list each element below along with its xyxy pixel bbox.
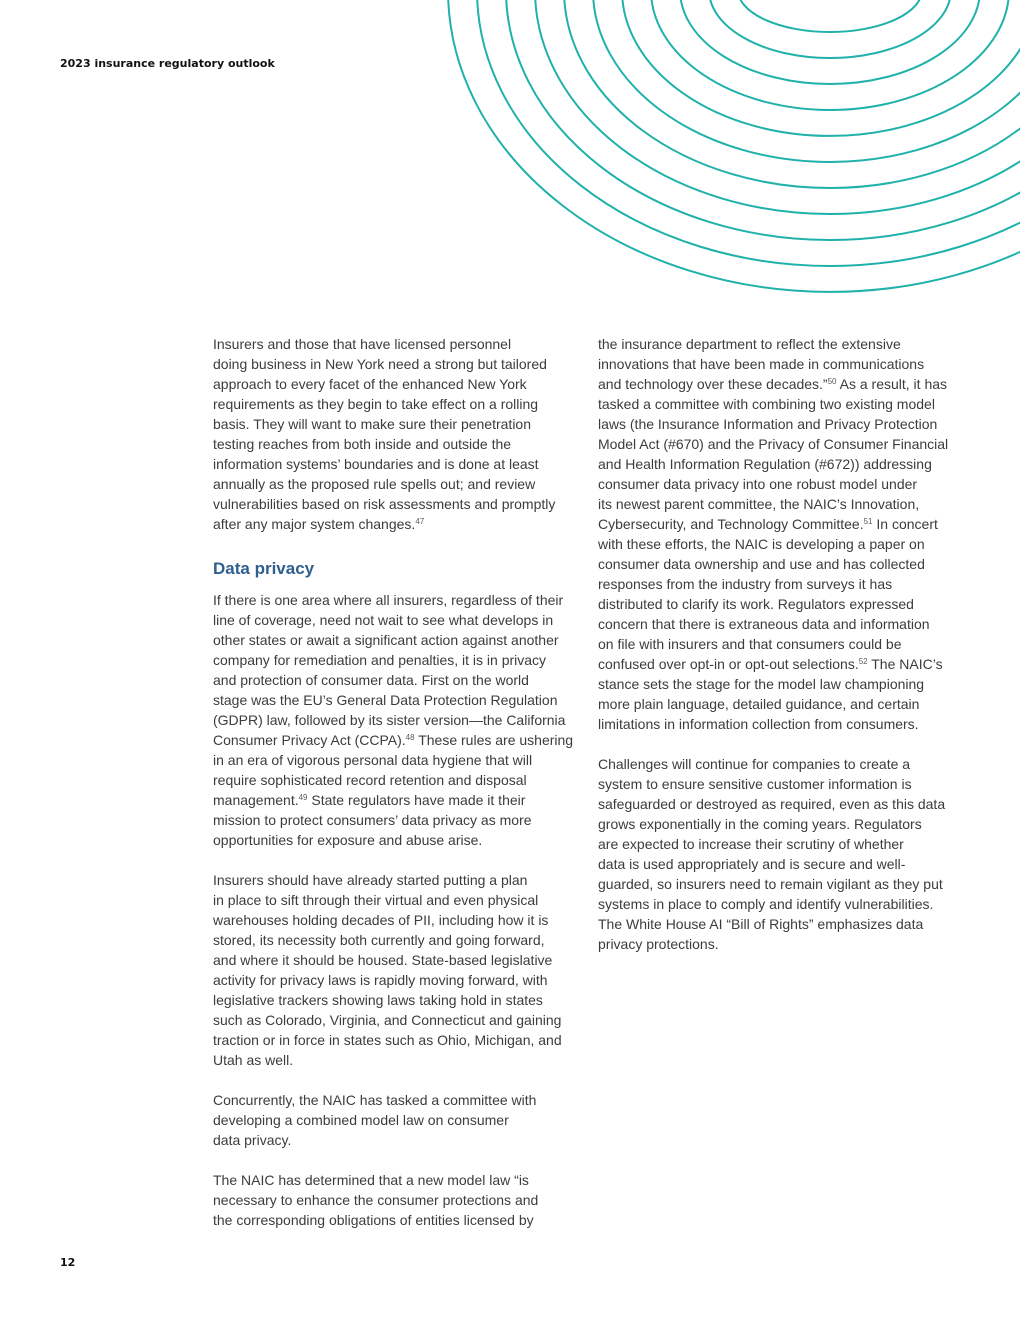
decorative-arc [506,0,1020,240]
text-line [598,514,958,534]
text-line: data is used appropriately and is secure and well- [598,856,906,872]
text-line: in place to sift through their virtual and even physical [213,892,539,908]
text-line: stored, its necessity both currently and going forward, [213,932,545,948]
text-line: testing reaches from both inside and outside the [213,436,512,452]
paragraph-model-law-continued [598,334,958,734]
text-line: and where it should be housed. State-based legislative [213,952,553,968]
text-line: innovations that have been made in communications [598,356,925,372]
text-fragment: In concert [872,516,938,532]
text-line: (GDPR) law, followed by its sister version—the California [213,712,566,728]
paragraph-challenges [598,754,958,954]
text-line: requirements as they begin to take effect on a rolling [213,396,539,412]
text-line [598,654,958,674]
text-line: data privacy. [213,1132,292,1148]
text-line: vulnerabilities based on risk assessments and promptly [213,496,556,512]
text-line: If there is one area where all insurers, regardless of their [213,592,564,608]
text-line: concern that there is extraneous data and information [598,616,930,632]
text-line: laws (the Insurance Information and Privacy Protection [598,416,938,432]
text-line: warehouses holding decades of PII, including how it is [213,912,549,928]
footnote-47: 47 [415,517,425,526]
text-fragment: confused over opt-in or opt-out selections. [598,656,859,672]
text-line: Challenges will continue for companies to create a [598,756,911,772]
right-text-column [598,334,958,974]
text-line: grows exponentially in the coming years. Regulators [598,816,922,832]
text-line: The NAIC has determined that a new model law “is [213,1172,529,1188]
decorative-arc [651,0,1009,110]
text-fragment: As a result, it has [836,376,948,392]
text-line: guarded, so insurers need to remain vigilant as they put [598,876,943,892]
decorative-arc [622,0,1020,136]
paragraph-new-york-requirements [213,334,575,534]
paragraph-naic-committee [213,1090,575,1150]
footnote-50: 50 [827,377,837,386]
text-line: the insurance department to reflect the extensive [598,336,901,352]
text-line: distributed to clarify its work. Regulators expressed [598,596,914,612]
text-fragment: State regulators have made it their [307,792,526,808]
decorative-arc [448,0,1020,292]
text-fragment: Cybersecurity, and Technology Committee. [598,516,864,532]
text-line: limitations in information collection from consumers. [598,716,919,732]
text-fragment: after any major system changes. [213,516,416,532]
text-line: mission to protect consumers’ data privacy as more [213,812,532,828]
paragraph-privacy-intro [213,590,575,850]
left-text-column [213,334,575,1250]
paragraph-pii-plan [213,870,575,1070]
decorative-arcs-graphic [0,0,1020,310]
text-line: developing a combined model law on consumer [213,1112,509,1128]
text-line: Utah as well. [213,1052,294,1068]
text-fragment: The NAIC’s [867,656,943,672]
text-line: consumer data privacy into one robust model under [598,476,918,492]
text-line [213,730,575,750]
text-line: privacy protections. [598,936,719,952]
text-line: with these efforts, the NAIC is developing a paper on [598,536,925,552]
text-line: system to ensure sensitive customer information is [598,776,912,792]
page-number: 12 [60,1256,76,1269]
text-line: are expected to increase their scrutiny of whether [598,836,904,852]
text-line [213,514,575,534]
text-line: opportunities for exposure and abuse arise. [213,832,483,848]
text-line: Model Act (#670) and the Privacy of Consumer Financial [598,436,949,452]
text-line: information systems’ boundaries and is done at least [213,456,539,472]
document-header-title: 2023 insurance regulatory outlook [60,57,275,70]
text-line: legislative trackers showing laws taking hold in states [213,992,543,1008]
text-line: such as Colorado, Virginia, and Connecticut and gaining [213,1012,562,1028]
text-line: tasked a committee with combining two existing model [598,396,935,412]
text-line: company for remediation and penalties, it is in privacy [213,652,547,668]
text-fragment: Consumer Privacy Act (CCPA). [213,732,406,748]
text-line: other states or await a significant action against another [213,632,559,648]
text-line: more plain language, detailed guidance, and certain [598,696,920,712]
footnote-51: 51 [863,517,873,526]
footnote-52: 52 [858,657,868,666]
text-line: the corresponding obligations of entities licensed by [213,1212,534,1228]
footnote-49: 49 [298,793,308,802]
text-line: line of coverage, need not wait to see what develops in [213,612,554,628]
paragraph-naic-model-law [213,1170,575,1230]
text-line: activity for privacy laws is rapidly moving forward, with [213,972,548,988]
text-line: Insurers and those that have licensed personnel [213,336,512,352]
decorative-arc [535,0,1020,214]
text-line: The White House AI “Bill of Rights” emphasizes data [598,916,924,932]
text-line: Concurrently, the NAIC has tasked a committee with [213,1092,537,1108]
text-line: basis. They will want to make sure their penetration [213,416,532,432]
text-line: stage was the EU’s General Data Protection Regulation [213,692,558,708]
text-line: its newest parent committee, the NAIC’s Innovation, [598,496,920,512]
text-line [598,374,958,394]
text-fragment: management. [213,792,299,808]
decorative-arc [709,0,951,58]
text-line: approach to every facet of the enhanced New York [213,376,527,392]
text-line: traction or in force in states such as Ohio, Michigan, and [213,1032,562,1048]
decorative-arc [593,0,1020,162]
text-line: in an era of vigorous personal data hygiene that will [213,752,533,768]
footnote-48: 48 [405,733,415,742]
text-line: consumer data ownership and use and has collected [598,556,925,572]
text-line: systems in place to comply and identify vulnerabilities. [598,896,934,912]
text-line: and protection of consumer data. First on the world [213,672,529,688]
text-fragment: and technology over these decades.” [598,376,828,392]
section-heading-data-privacy: Data privacy [213,559,315,578]
decorative-arc [680,0,980,84]
text-line: stance sets the stage for the model law championing [598,676,925,692]
text-line: on file with insurers and that consumers could be [598,636,902,652]
text-line: safeguarded or destroyed as required, even as this data [598,796,946,812]
text-line: doing business in New York need a strong but tailored [213,356,547,372]
text-line [213,790,575,810]
text-line: Insurers should have already started putting a plan [213,872,528,888]
text-fragment: These rules are ushering [414,732,574,748]
decorative-arc [738,0,922,32]
text-line: and Health Information Regulation (#672)) addressing [598,456,932,472]
text-line: require sophisticated record retention and disposal [213,772,527,788]
text-line: annually as the proposed rule spells out; and review [213,476,536,492]
text-line: responses from the industry from surveys it has [598,576,893,592]
text-line: necessary to enhance the consumer protections and [213,1192,539,1208]
